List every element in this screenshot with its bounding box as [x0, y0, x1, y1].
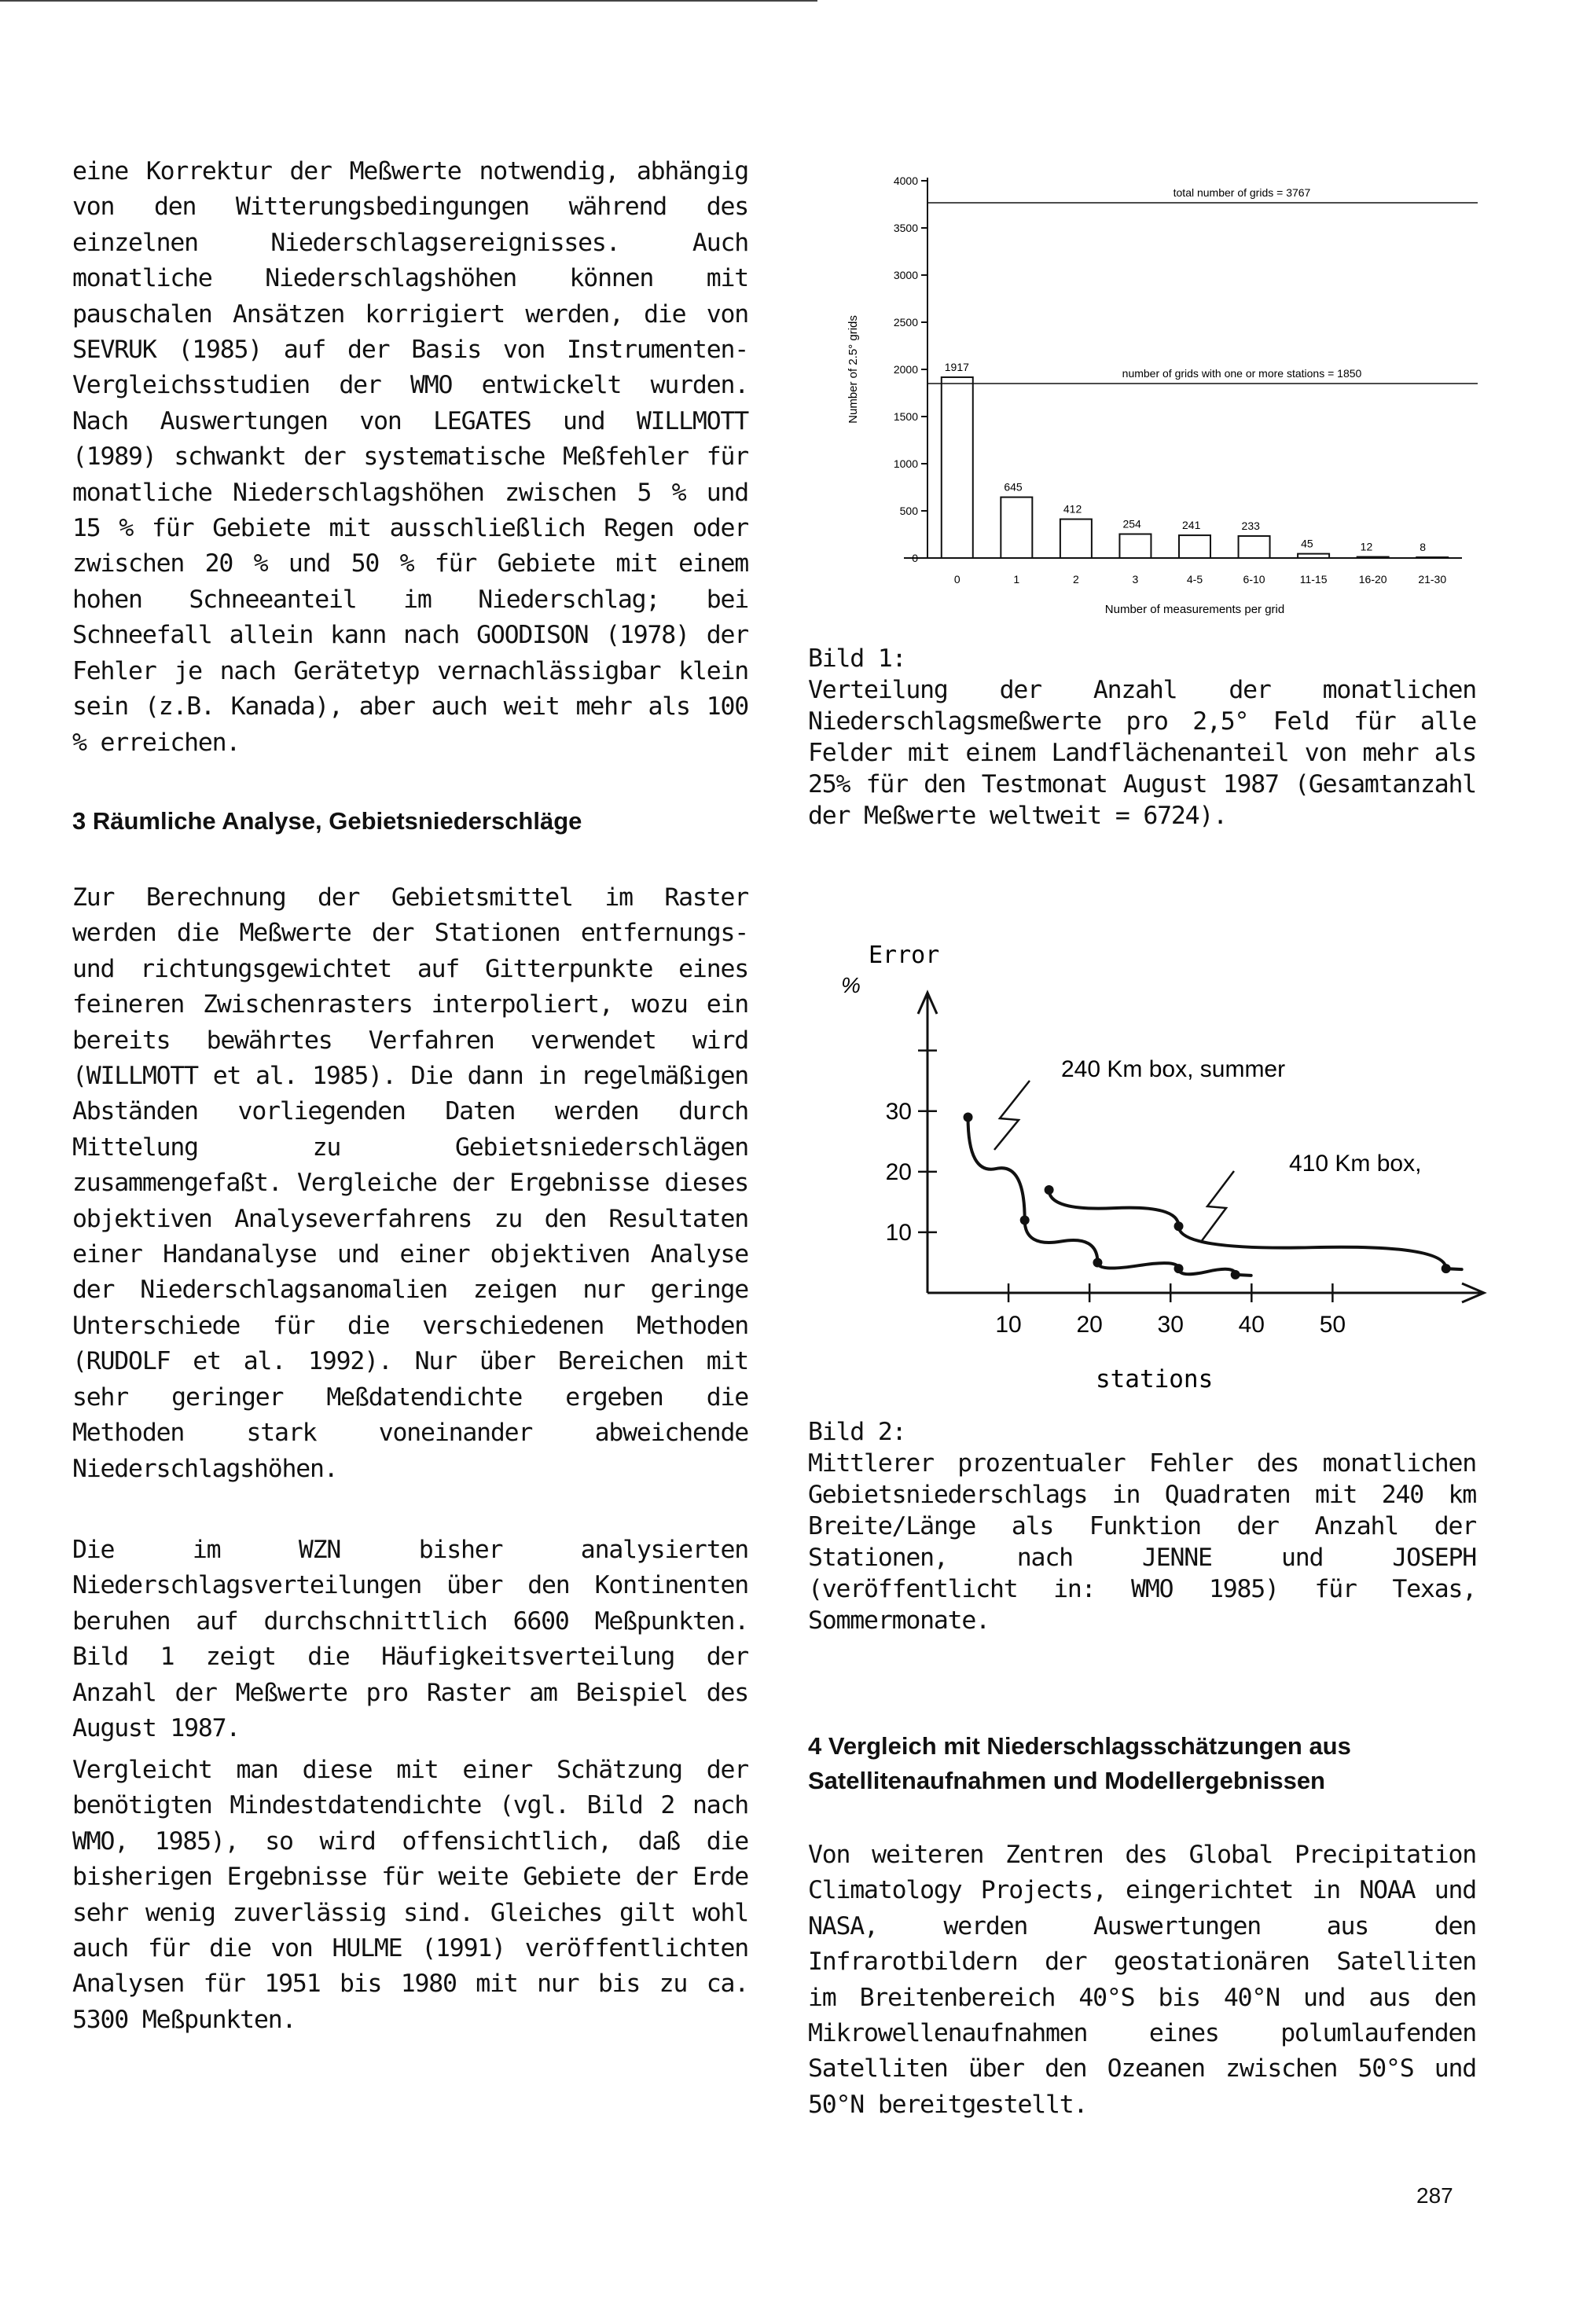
- right-column-para5: [808, 1838, 1476, 2123]
- figure-2-caption-text: Mittlerer prozentualer Fehler des monatlichen Gebietsniederschlags in Quadraten mit 240 km Breite/Länge als Funktion der Anzahl der Stationen, nach JENNE und JOSEPH (veröffentlicht in: WMO 1985) für Texas, Sommermonate.: [808, 1449, 1476, 1635]
- left-column-para1: [72, 154, 748, 761]
- bar: [942, 377, 973, 558]
- y-tick-label: 1000: [893, 457, 918, 470]
- figure-2-caption: [808, 1416, 1476, 1636]
- reference-line-label: number of grids with one or more stations = 1850: [1122, 367, 1362, 380]
- bar-value-label: 254: [1122, 517, 1141, 531]
- y-axis-label: Error: [869, 942, 940, 969]
- figure-1-caption: [808, 643, 1476, 832]
- x-tick-label: 3: [1132, 573, 1139, 586]
- bar: [1298, 554, 1329, 558]
- paragraph: Die im WZN bisher analysierten Niederschlagsverteilungen über den Kontinenten beruhen auf durchschnittlich 6600 Meßpunkten. Bild 1 zeigt die Häufigkeitsverteilung der Anzahl der Meßwerte pro Raster am Beispiel des August 1987.: [72, 1536, 748, 1743]
- x-tick-label: 0: [953, 573, 960, 586]
- x-tick-label: 21-30: [1418, 573, 1447, 586]
- bar: [1001, 497, 1032, 558]
- data-point: [964, 1112, 973, 1122]
- x-tick-label: 16-20: [1358, 573, 1387, 586]
- y-tick-label: 20: [885, 1158, 912, 1185]
- series-label-240km: 240 Km box, summer: [1061, 1056, 1286, 1082]
- y-tick-label: 500: [899, 505, 918, 517]
- bar: [1239, 536, 1270, 558]
- top-rule: [0, 0, 817, 2]
- data-point: [1231, 1270, 1240, 1279]
- y-tick-label: 3000: [893, 269, 918, 281]
- y-tick-label: 3500: [893, 222, 918, 234]
- bar-value-label: 8: [1420, 541, 1427, 554]
- series-line: [1049, 1190, 1462, 1269]
- x-tick-label: 2: [1072, 573, 1079, 586]
- data-point: [1020, 1216, 1030, 1225]
- x-tick-label: 20: [1076, 1312, 1103, 1338]
- page-number: 287: [1416, 2183, 1453, 2208]
- y-tick-label: 2500: [893, 316, 918, 329]
- bar: [1357, 557, 1389, 558]
- series-label-410km: 410 Km box,: [1289, 1151, 1422, 1177]
- y-axis-label: Number of 2.5° grids: [847, 315, 860, 424]
- figure-2-line-chart: [833, 939, 1478, 1403]
- y-tick-label: 30: [885, 1098, 912, 1125]
- x-axis-label: Number of measurements per grid: [1104, 603, 1285, 616]
- section-4-heading: 4 Vergleich mit Niederschlagsschätzungen aus Satellitenaufnahmen und Modellergebnissen: [808, 1732, 1351, 1794]
- y-tick-label: 10: [885, 1219, 912, 1246]
- series-pointer-arrow: [994, 1081, 1030, 1150]
- bar-value-label: 1917: [944, 360, 969, 373]
- bar-value-label: 45: [1301, 537, 1313, 550]
- bar-value-label: 12: [1360, 540, 1373, 553]
- line-chart-svg: [833, 939, 1478, 1403]
- x-tick-label: 30: [1157, 1312, 1184, 1338]
- series-pointer-arrow: [1201, 1171, 1234, 1242]
- bar: [1060, 520, 1092, 558]
- figure-1-caption-label: Bild 1:: [808, 644, 906, 673]
- paragraph: eine Korrektur der Meßwerte notwendig, abhängig von den Witterungsbedingungen während des einzelnen Niederschlagsereignisses. Auch monatliche Niederschlagshöhen können mit pauschalen Ansätzen korrigiert werden, die von SEVRUK (1985) auf der Basis von Instrumenten-Vergleichsstudien der WMO entwickelt wurden. Nach Auswertungen von LEGATES und WILLMOTT (1989) schwankt der systematische Meßfehler für monatliche Niederschlagshöhen zwischen 5 % und 15 % für Gebiete mit ausschließlich Regen oder zwischen 20 % und 50 % für Gebiete mit einem hohen Schneeanteil im Niederschlag; bei Schneefall allein kann nach GOODISON (1978) der Fehler je nach Gerätetyp vernachlässigbar klein sein (z.B. Kanada), aber auch weit mehr als 100 % erreichen.: [72, 157, 748, 757]
- bar-value-label: 412: [1063, 502, 1082, 516]
- paragraph: Von weiteren Zentren des Global Precipitation Climatology Projects, eingerichtet in NOAA und NASA, werden Auswertungen aus den Infrarotbildern der geostationären Satelliten im Breitenbereich 40°S bis 40°N und aus den Mikrowellenaufnahmen eines polumlaufenden Satelliten über den Ozeanen zwischen 50°S und 50°N bereitgestellt.: [808, 1841, 1476, 2119]
- bar: [1119, 534, 1151, 558]
- data-point: [1174, 1221, 1184, 1231]
- bar-value-label: 645: [1004, 480, 1023, 494]
- series-line: [968, 1117, 1251, 1275]
- paragraph: Vergleicht man diese mit einer Schätzung der benötigten Mindestdatendichte (vgl. Bild 2 nach WMO, 1985), so wird offensichtlich, daß die bisherigen Ergebnisse für weite Gebiete der Erde sehr wenig zuverlässig sind. Gleiches gilt wohl auch für die von HULME (1991) veröffentlichten Analysen für 1951 bis 1980 mit nur bis zu ca. 5300 Meßpunkten.: [72, 1756, 748, 2034]
- data-point: [1174, 1264, 1184, 1273]
- x-tick-label: 50: [1319, 1312, 1346, 1338]
- bar: [1179, 535, 1210, 558]
- figure-2-caption-label: Bild 2:: [808, 1418, 906, 1446]
- data-point: [1442, 1264, 1451, 1273]
- x-tick-label: 40: [1238, 1312, 1265, 1338]
- x-axis-label: stations: [1095, 1365, 1214, 1393]
- paragraph: Zur Berechnung der Gebietsmittel im Raster werden die Meßwerte der Stationen entfernungs- und richtungsgewichtet auf Gitterpunkte eines feineren Zwischenrasters interpoliert, wozu ein bereits bewährtes Verfahren verwendet wird (WILLMOTT et al. 1985). Die dann in regelmäßigen Abständen vorliegenden Daten werden durch Mittelung zu Gebietsniederschlägen zusammengefaßt. Vergleiche der Ergebnisse dieses objektiven Analyseverfahrens zu den Resultaten einer Handanalyse und einer objektiven Analyse der Niederschlagsanomalien zeigen nur geringe Unterschiede für die verschiedenen Methoden (RUDOLF et al. 1992). Nur über Bereichen mit sehr geringer Meßdatendichte ergeben die Methoden stark voneinander abweichende Niederschlagshöhen.: [72, 883, 748, 1483]
- y-tick-label: 4000: [893, 174, 918, 187]
- bar-value-label: 241: [1182, 519, 1201, 532]
- y-axis-unit: %: [841, 973, 861, 997]
- bar-chart-svg: [833, 173, 1478, 629]
- x-tick-label: 6-10: [1243, 573, 1265, 586]
- x-tick-label: 4-5: [1186, 573, 1203, 586]
- x-tick-label: 10: [995, 1312, 1022, 1338]
- data-point: [1093, 1257, 1102, 1267]
- bar-value-label: 233: [1241, 520, 1260, 533]
- figure-1-caption-text: Verteilung der Anzahl der monatlichen Niederschlagsmeßwerte pro 2,5° Feld für alle Felder mit einem Landflächenanteil von mehr als 25% für den Testmonat August 1987 (Gesamtanzahl der Meßwerte weltweit = 6724).: [808, 676, 1476, 830]
- bar: [1416, 557, 1448, 558]
- left-column-para2: [72, 880, 748, 1487]
- y-tick-label: 0: [912, 552, 918, 564]
- left-column-para4: [72, 1753, 748, 2038]
- x-tick-label: 1: [1013, 573, 1020, 586]
- figure-1-bar-chart: [833, 173, 1478, 629]
- reference-line-label: total number of grids = 3767: [1173, 185, 1311, 199]
- left-column-para3: [72, 1533, 748, 1746]
- y-tick-label: 2000: [893, 363, 918, 376]
- y-tick-label: 1500: [893, 410, 918, 423]
- section-3-heading: 3 Räumliche Analyse, Gebietsniederschläge: [72, 807, 582, 835]
- data-point: [1045, 1185, 1054, 1195]
- x-tick-label: 11-15: [1299, 573, 1328, 586]
